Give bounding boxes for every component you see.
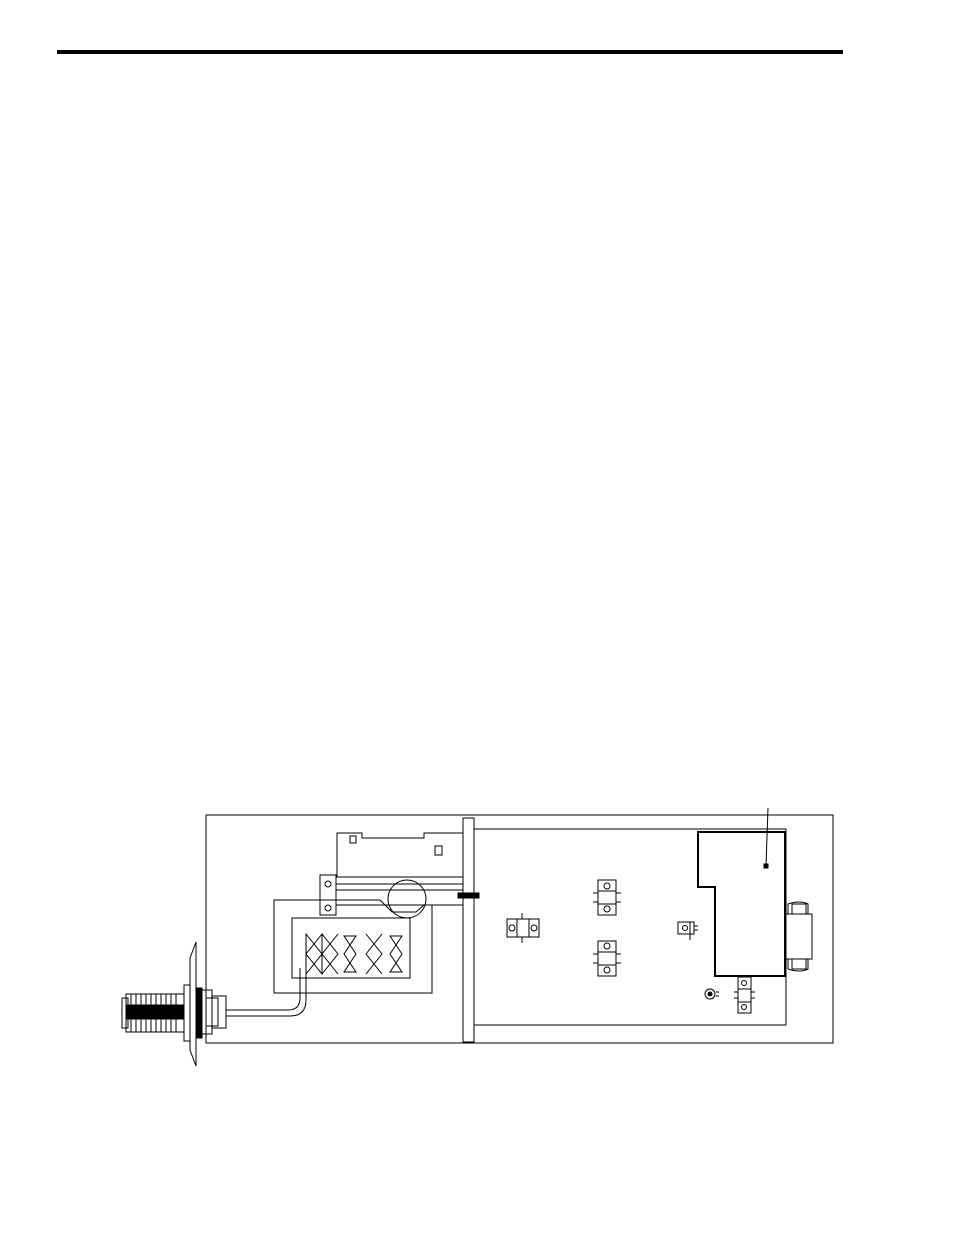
- transistor-4: [734, 977, 755, 1013]
- helical-filter: [306, 934, 402, 974]
- coaxial-connector: [122, 942, 226, 1066]
- cable: [226, 968, 306, 1016]
- test-point: [705, 989, 719, 999]
- callout-point: [764, 864, 768, 868]
- cavity-housing: [274, 833, 463, 993]
- enclosure-outline: [206, 815, 833, 1043]
- transistor-3: [593, 941, 621, 976]
- side-connector: [786, 902, 812, 971]
- small-component: [678, 922, 698, 940]
- callout-leader: [766, 808, 768, 866]
- transistor-2: [593, 880, 621, 915]
- shield-can: [698, 832, 785, 976]
- pc-board: [474, 829, 786, 1025]
- divider-wall: [458, 818, 479, 1042]
- transistor-1: [507, 913, 539, 943]
